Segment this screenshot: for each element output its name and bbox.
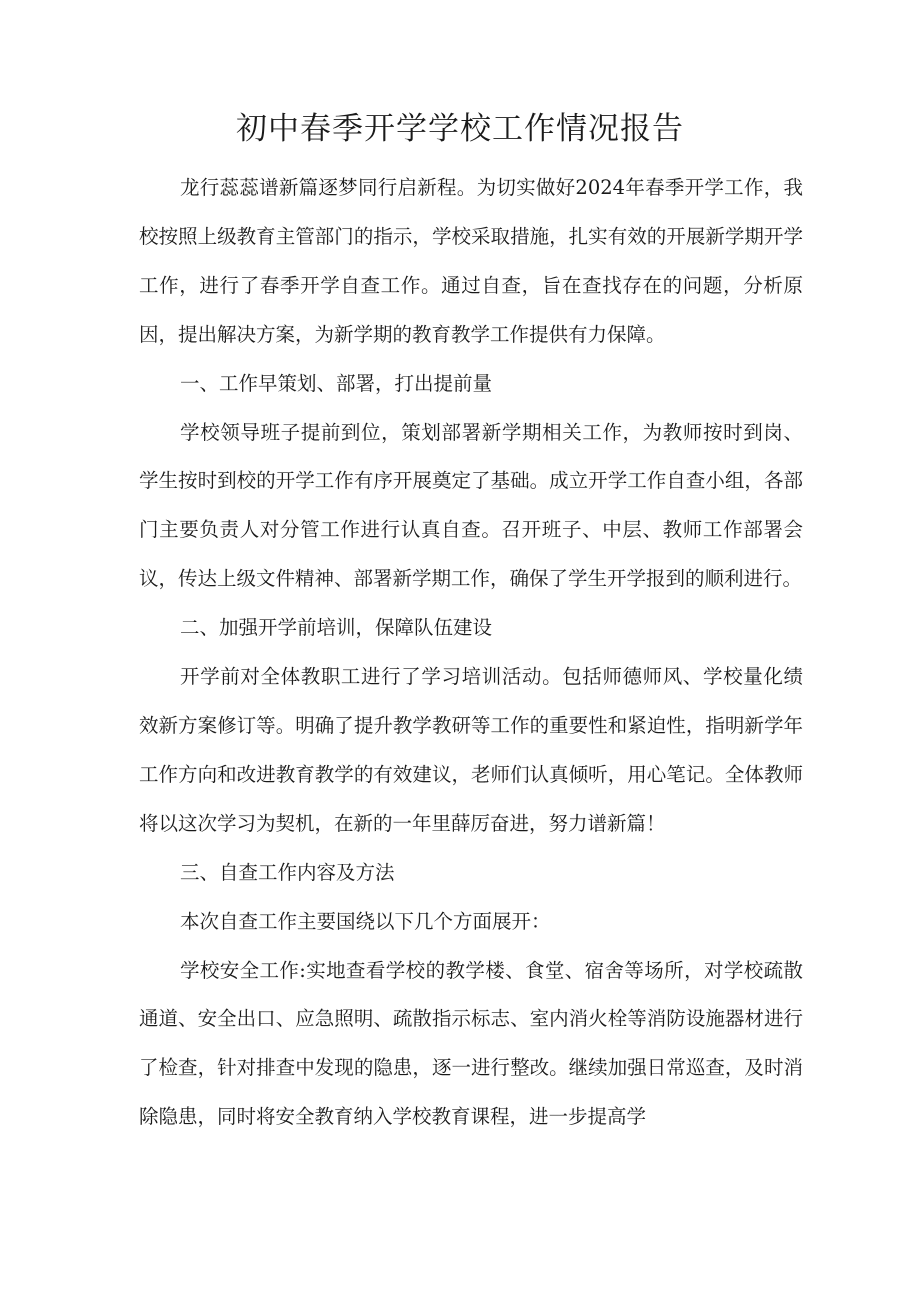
paragraph-section-1: 学校领导班子提前到位，策划部署新学期相关工作，为教师按时到岗、学生按时到校的开学工作有序开展奠定了基础。成立开学工作自查小组，各部门主要负责人对分管工作进行认真自查。召开班子、中层、教师工作部署会议，传达上级文件精神、部署新学期工作，确保了学生开学报到的顺利进行。 bbox=[139, 420, 803, 591]
paragraph-safety-work: 学校安全工作:实地查看学校的教学楼、食堂、宿舍等场所，对学校疏散通道、安全出口、应急照明、疏散指示标志、室内消火栓等消防设施器材进行了检查，针对排查中发现的隐患，逐一进行整改。继续加强日常巡查，及时消除隐患，同时将安全教育纳入学校教育课程，进一步提高学 bbox=[139, 958, 803, 1129]
document-title: 初中春季开学学校工作情况报告 bbox=[236, 111, 684, 147]
section-heading-2: 二、加强开学前培训，保障队伍建设 bbox=[180, 616, 493, 640]
section-heading-1: 一、工作早策划、部署，打出提前量 bbox=[180, 371, 493, 395]
paragraph-intro: 龙行蕊蕊谱新篇逐梦同行启新程。为切实做好2024年春季开学工作，我校按照上级教育主管部门的指示，学校采取措施，扎实有效的开展新学期开学工作，进行了春季开学自查工作。通过自查，旨在查找存在的问题，分析原因，提出解决方案，为新学期的教育教学工作提供有力保障。 bbox=[139, 176, 803, 346]
paragraph-section-2: 开学前对全体教职工进行了学习培训活动。包括师德师风、学校量化绩效新方案修订等。明确了提升教学教研等工作的重要性和紧迫性，指明新学年工作方向和改进教育教学的有效建议，老师们认真倾听，用心笔记。全体教师将以这次学习为契机，在新的一年里薛厉奋进，努力谱新篇！ bbox=[139, 665, 803, 835]
paragraph-section-3-intro: 本次自查工作主要国绕以下几个方面展开： bbox=[180, 909, 551, 933]
section-heading-3: 三、自查工作内容及方法 bbox=[180, 860, 395, 884]
document-body bbox=[139, 164, 803, 1142]
